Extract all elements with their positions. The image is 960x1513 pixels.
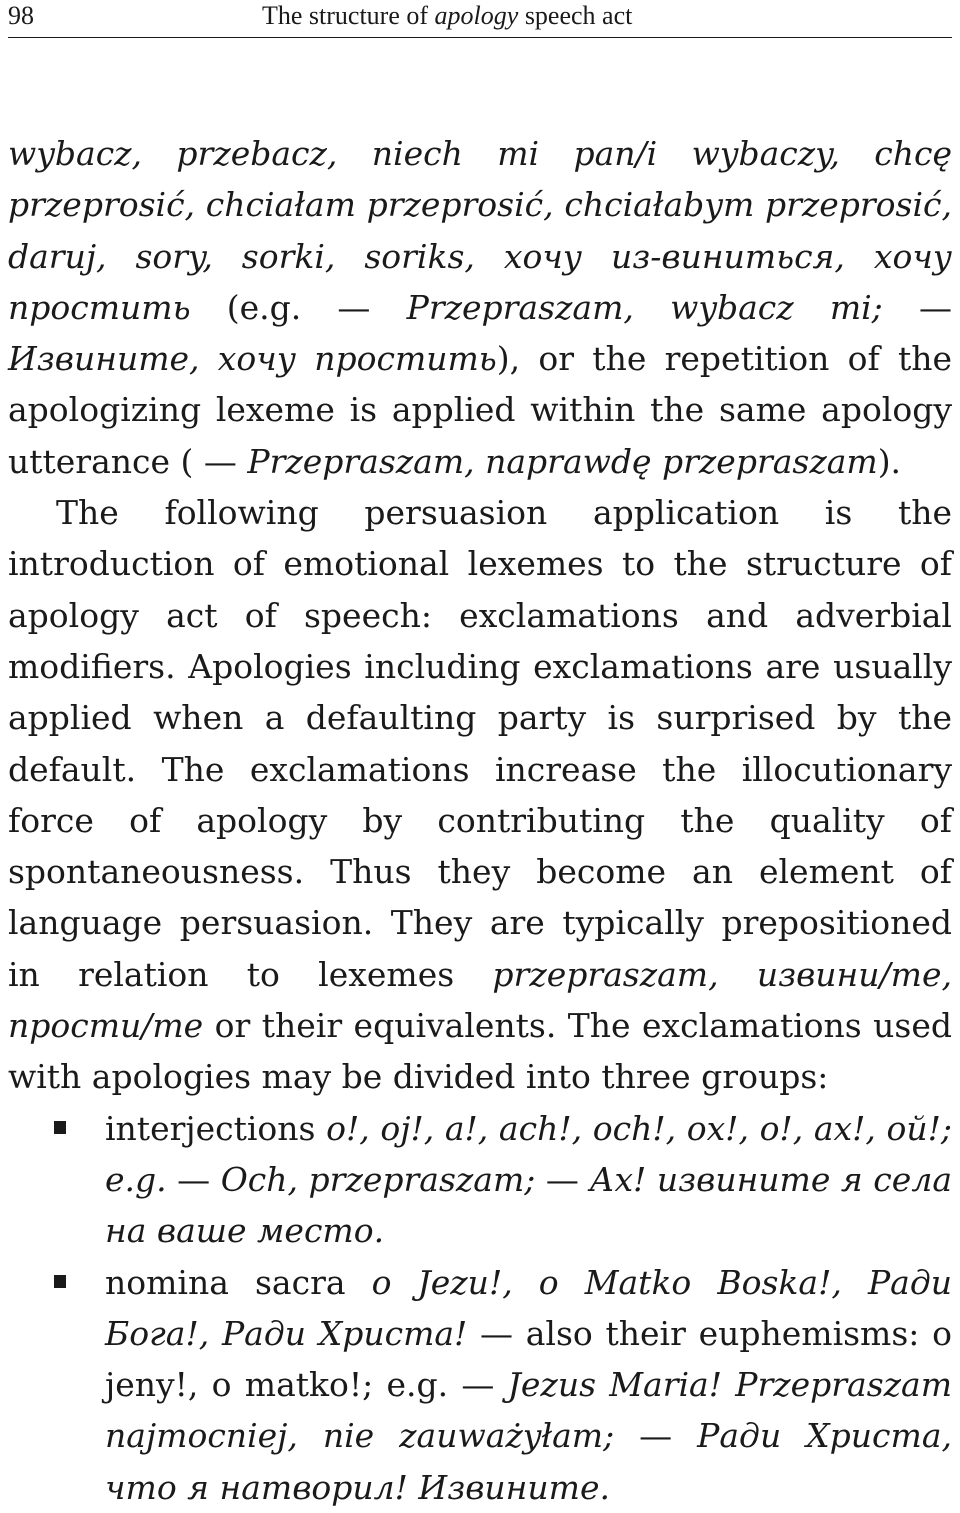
running-header	[8, 0, 952, 38]
example-polish: Och, przepraszam;	[220, 1159, 536, 1199]
paragraph-examples	[8, 128, 952, 487]
example-nomina-sacra: o Jezu!, o Matko Boska!, Ради Бога!, Ради Христа!	[105, 1262, 952, 1353]
example-russian: Ради Христа, что я натворил! Извините.	[105, 1416, 952, 1507]
example-polish: Jezus Maria! Przepraszam najmocniej, nie zauważyłam;	[105, 1365, 952, 1456]
text-run: or their equivalents. The exclamations used with apologies may be divided into three groups:	[8, 1006, 952, 1097]
text-run: ), or the repetition of the apologizing lexeme is applied within the same apology utterance ( —	[8, 339, 952, 481]
example-russian: Извините, хочу простить	[8, 339, 497, 379]
text-run: — also their euphemisms: o jeny!, o matko!; e.g. —	[105, 1313, 952, 1405]
body-text	[8, 128, 952, 1513]
text-run: interjections	[105, 1108, 327, 1148]
text-run: The following persuasion application is the introduction of emotional lexemes to the structure of apology act of speech: exclamations and adverbial modifiers. Apologies including exclamations are usually applied when a defaulting party is surprised by the default. The exclamations increase the illocutionary force of apology by contributing the quality of spontaneousness. Thus they become an element of language persuasion. They are typically prepositioned in relation to lexemes	[8, 493, 952, 994]
example-lexemes: przepraszam, извини/те, прости/те	[8, 954, 952, 1046]
example-polish: Przepraszam, wybacz mi;	[406, 287, 883, 327]
text-run: (e.g. —	[190, 287, 407, 327]
square-bullet-icon	[54, 1121, 66, 1134]
text-run: —	[614, 1416, 698, 1456]
text-run: nomina sacra	[105, 1262, 372, 1302]
text-run: —	[882, 287, 953, 327]
list-item	[8, 1103, 952, 1257]
text-run: ).	[877, 441, 902, 481]
square-bullet-icon	[54, 1275, 66, 1288]
example-russian: Ах! извините я села на ваше место.	[105, 1159, 953, 1251]
running-title	[262, 0, 632, 32]
example-repetition: Przepraszam, naprawdę przepraszam	[247, 441, 878, 481]
list-item	[8, 1257, 952, 1513]
running-title-post: speech act	[518, 1, 633, 30]
paragraph-persuasion	[8, 487, 952, 1103]
exclamation-groups-list	[8, 1103, 952, 1513]
running-title-pre: The structure of	[262, 1, 435, 30]
running-title-italic: apology	[434, 1, 519, 30]
text-run: —	[535, 1159, 590, 1199]
example-lexemes: wybacz, przebacz, niech mi pan/i wybaczy, chcę przeprosić, chciałam przeprosić, chciałabym przeprosić, daruj, sory, sorki, soriks, хочу из-виниться, хочу простить	[8, 134, 952, 327]
page-number: 98	[8, 1, 34, 30]
text-run: —	[166, 1159, 221, 1199]
example-interjections: o!, oj!, a!, ach!, och!, ох!, о!, ах!, ой!; e.g.	[105, 1108, 952, 1199]
